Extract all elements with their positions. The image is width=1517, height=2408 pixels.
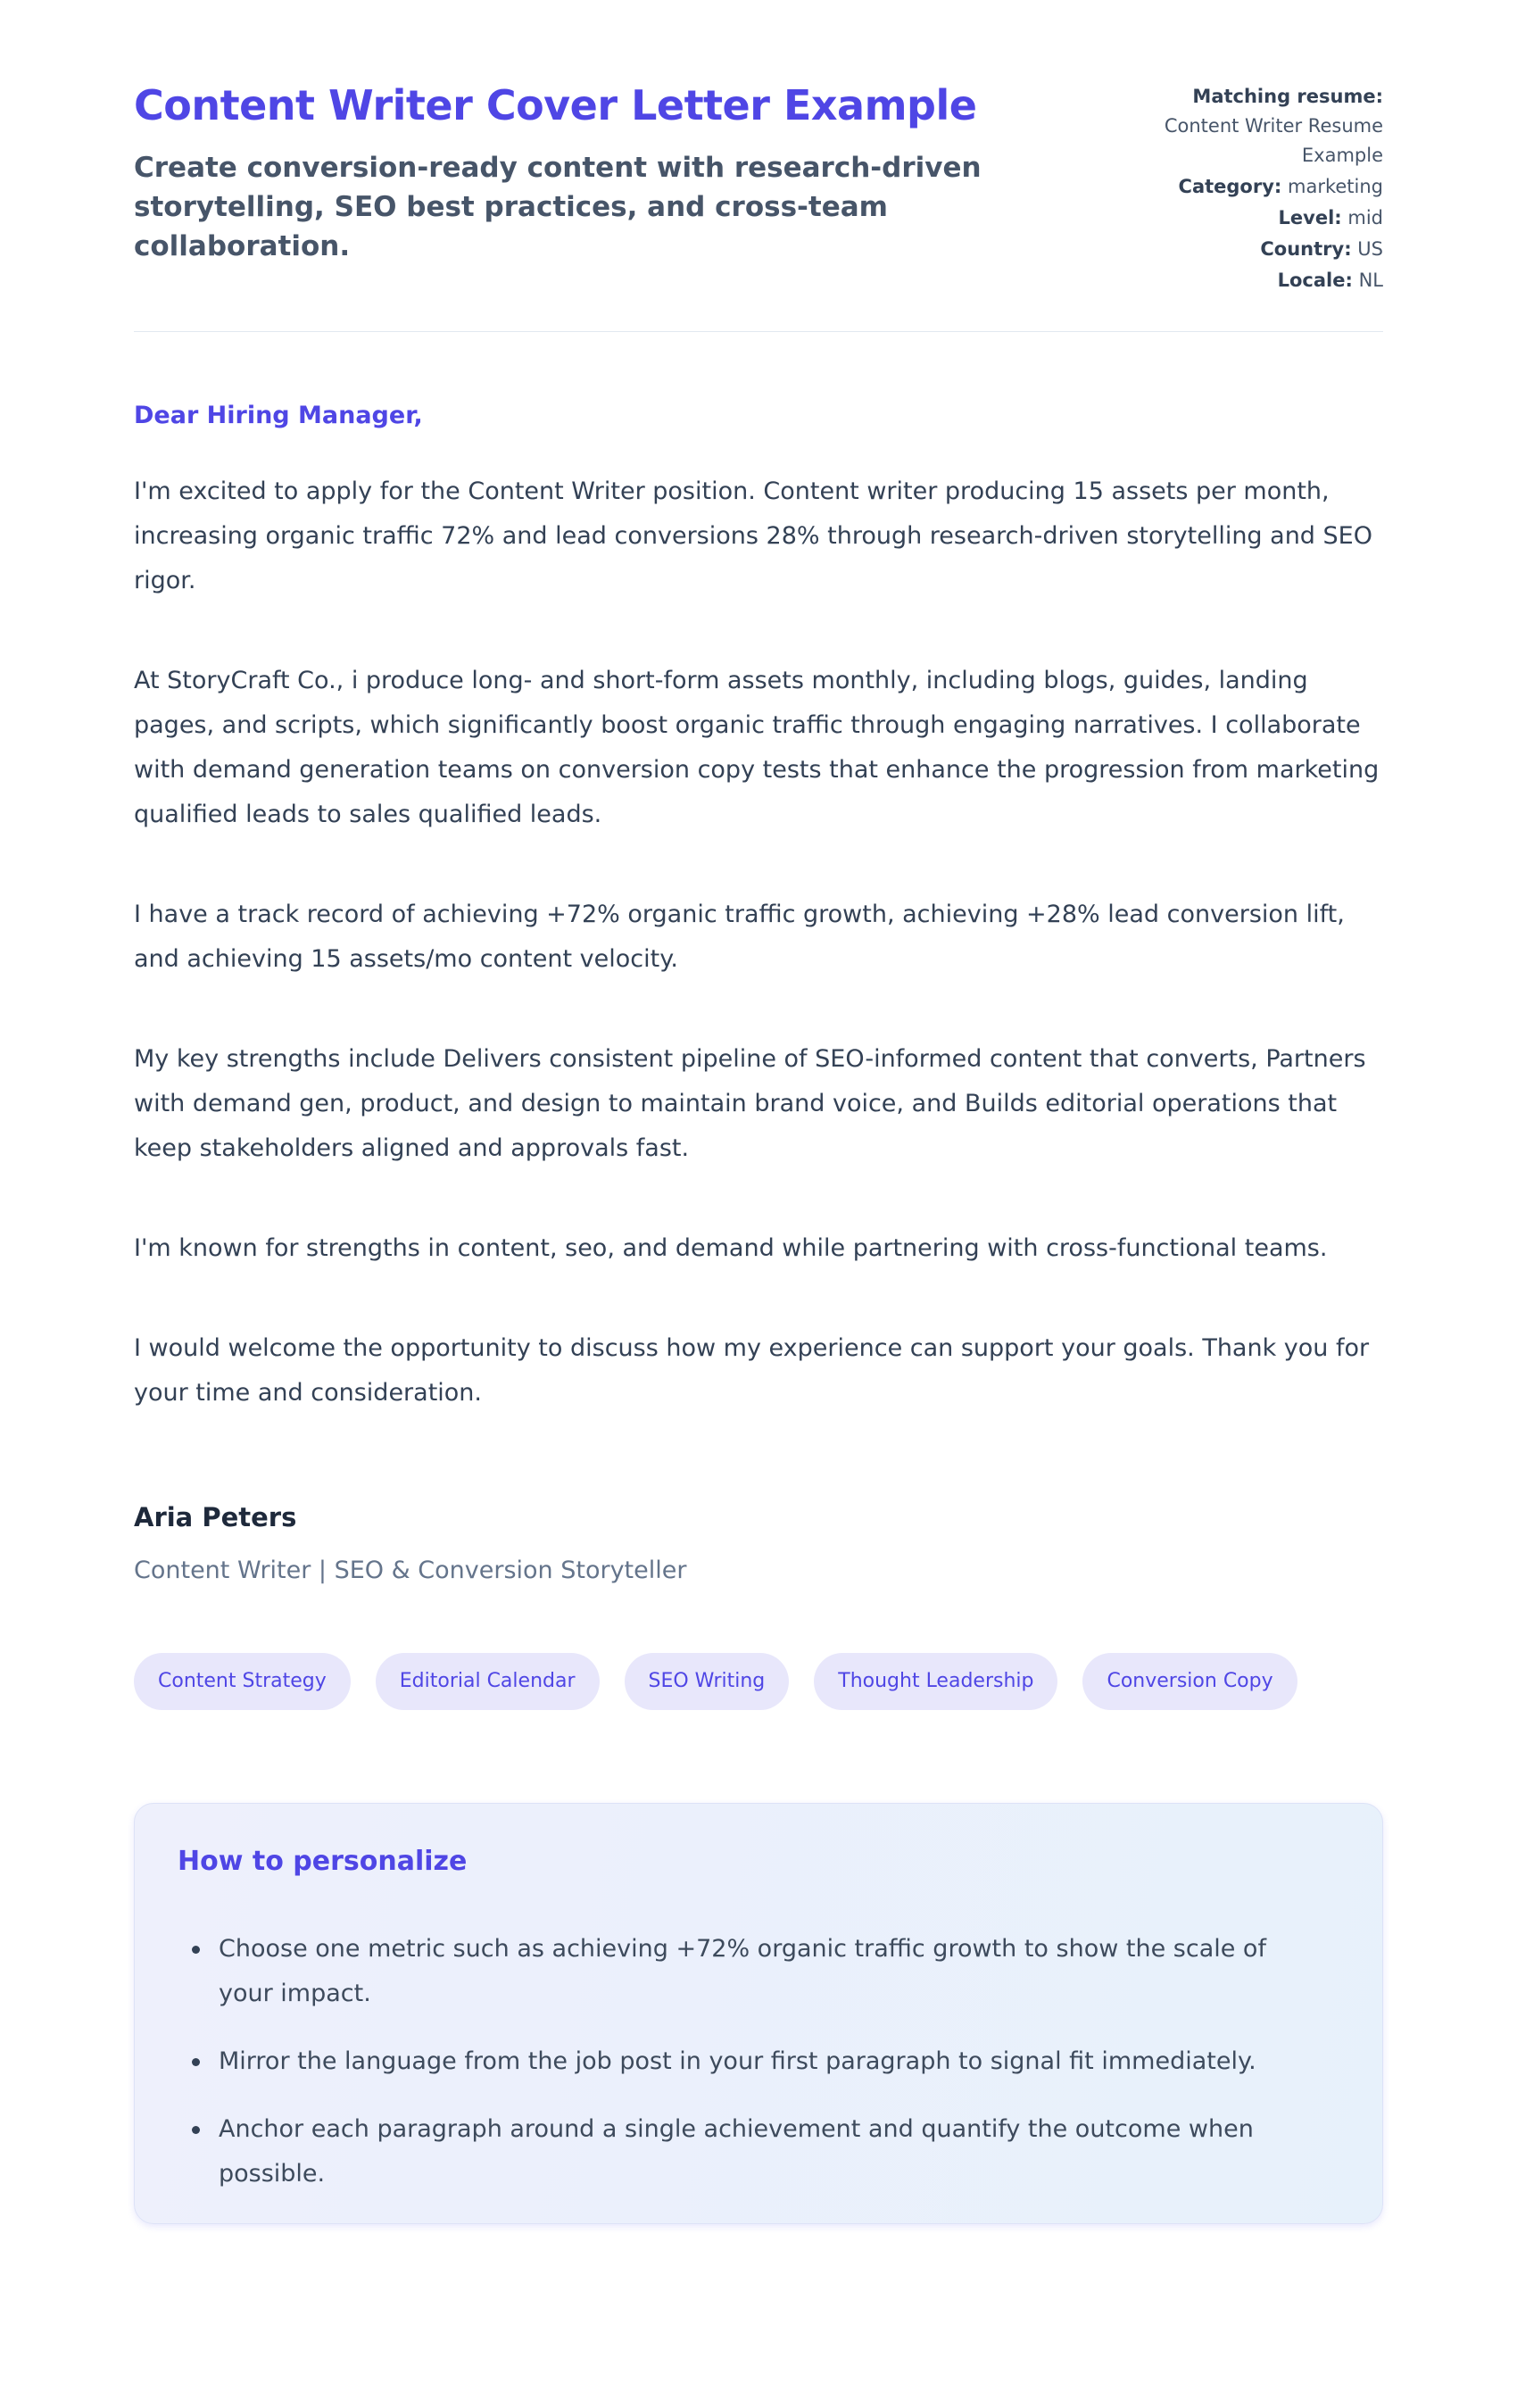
how-to-personalize-heading: How to personalize [178,1846,468,1877]
header [134,77,1383,332]
personalize-tip-list [178,1927,1339,2196]
meta-level-label: Level: [1278,207,1342,228]
meta-category-value: marketing [1288,176,1383,197]
letter-paragraph: I'm excited to apply for the Content Writer position. Content writer producing 15 assets per month, increasing organic traffic 72% and lead conversions 28% through research-driven storytelling and SEO rigor. [134,477,1372,594]
how-to-personalize-card [134,1803,1383,2224]
header-left [134,77,1008,266]
personalize-tip: Mirror the language from the job post in your first paragraph to signal fit immediately. [190,2039,1306,2084]
page-subtitle: Create conversion-ready content with research-driven storytelling, SEO best practices, and cross-team collaboration. [134,152,982,262]
tag-thought-leadership[interactable]: Thought Leadership [814,1653,1057,1710]
meta-panel [1008,77,1383,295]
cover-letter-body [134,398,1383,1589]
meta-matching-resume-label: Matching resume: [1192,86,1383,107]
tag-seo-writing[interactable]: SEO Writing [625,1653,790,1710]
meta-level-value: mid [1347,207,1383,228]
letter-paragraph: At StoryCraft Co., i produce long- and short-form assets monthly, including blogs, guides, landing pages, and scripts, which significantly boost organic traffic through engaging narratives. I collaborate with demand generation teams on conversion copy tests that enhance the progression from marketing qualified leads to sales qualified leads. [134,667,1380,828]
skill-tags [134,1653,1383,1710]
meta-category-label: Category: [1178,176,1282,197]
letter-greeting: Dear Hiring Manager, [134,402,423,429]
letter-paragraph: I have a track record of achieving +72% organic traffic growth, achieving +28% lead conversion lift, and achieving 15 assets/mo content velocity. [134,901,1345,973]
meta-category [1008,172,1383,202]
page-title: Content Writer Cover Letter Example [134,81,977,129]
meta-locale [1008,266,1383,295]
meta-matching-resume [1008,82,1383,170]
meta-country [1008,235,1383,264]
letter-paragraph: My key strengths include Delivers consistent pipeline of SEO-informed content that converts, Partners with demand gen, product, and design to maintain brand voice, and Builds editorial operations that keep stakeholders aligned and approvals fast. [134,1045,1366,1162]
letter-paragraph: I'm known for strengths in content, seo, and demand while partnering with cross-functional teams. [134,1234,1328,1262]
signature-name: Aria Peters [134,1502,297,1532]
content-column [134,0,1383,2224]
personalize-tip: Choose one metric such as achieving +72% organic traffic growth to show the scale of your impact. [190,1927,1306,2016]
meta-matching-resume-value: Content Writer Resume Example [1164,115,1383,166]
meta-locale-value: NL [1358,270,1383,291]
tag-content-strategy[interactable]: Content Strategy [134,1653,351,1710]
letter-paragraph: I would welcome the opportunity to discuss how my experience can support your goals. Thank you for your time and consideration. [134,1334,1370,1407]
signature-title: Content Writer | SEO & Conversion Storyteller [134,1557,687,1584]
tag-editorial-calendar[interactable]: Editorial Calendar [376,1653,600,1710]
personalize-tip: Anchor each paragraph around a single achievement and quantify the outcome when possible. [190,2107,1306,2196]
tag-conversion-copy[interactable]: Conversion Copy [1082,1653,1297,1710]
meta-locale-label: Locale: [1277,270,1353,291]
meta-level [1008,203,1383,233]
meta-country-value: US [1357,238,1383,260]
meta-country-label: Country: [1260,238,1352,260]
